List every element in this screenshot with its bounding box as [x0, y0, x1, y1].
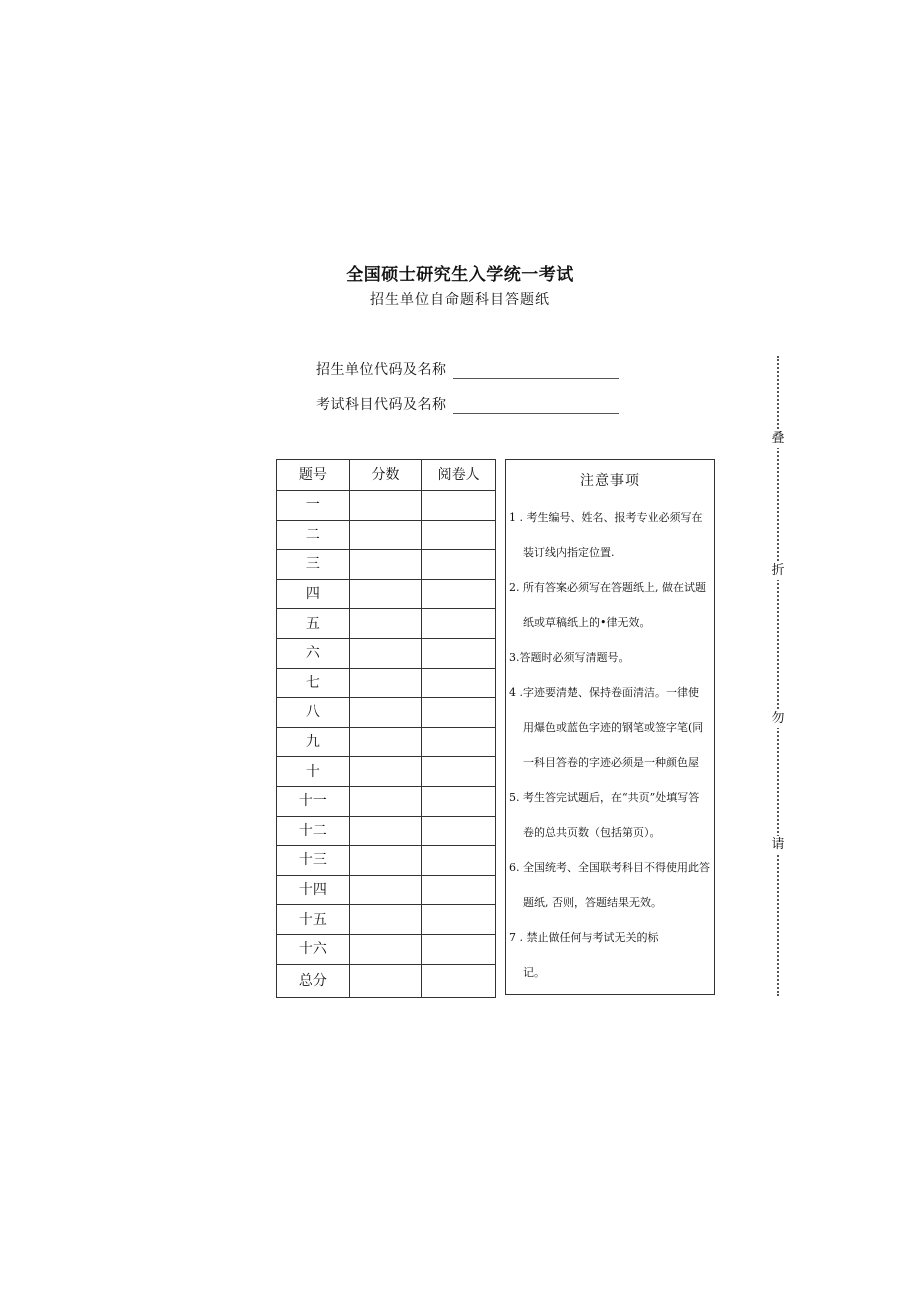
fold-mark: 叠 — [769, 430, 787, 448]
score-row — [277, 579, 496, 609]
score-table-header — [277, 460, 496, 491]
note-line: 2. 所有答案必须写在答题纸上, 做在试题 — [509, 581, 706, 594]
total-grader-cell[interactable] — [422, 964, 496, 997]
score-row — [277, 698, 496, 728]
unit-code-blank[interactable] — [453, 364, 619, 379]
grader-cell[interactable] — [422, 757, 496, 787]
score-row — [277, 905, 496, 935]
note-item — [506, 500, 714, 570]
header-grader: 阅卷人 — [422, 460, 496, 491]
grader-cell[interactable] — [422, 905, 496, 935]
score-cell[interactable] — [349, 786, 422, 816]
subject-code-field — [316, 394, 619, 414]
note-line: 记。 — [523, 966, 545, 979]
question-number-cell: 三 — [277, 550, 350, 580]
question-number-cell: 八 — [277, 698, 350, 728]
score-cell[interactable] — [349, 727, 422, 757]
score-cell[interactable] — [349, 668, 422, 698]
subject-code-label: 考试科目代码及名称 — [316, 397, 447, 413]
grader-cell[interactable] — [422, 550, 496, 580]
notes-box — [505, 459, 715, 995]
score-table — [276, 459, 496, 998]
note-line: 5. 考生答完试题后，在“共页”处填写答 — [509, 791, 700, 804]
score-row — [277, 638, 496, 668]
note-line: 3.答题时必须写清题号。 — [509, 651, 630, 664]
fold-mark: 勿 — [769, 710, 787, 728]
score-table-body — [277, 491, 496, 998]
grader-cell[interactable] — [422, 609, 496, 639]
fold-mark: 折 — [769, 562, 787, 580]
score-row — [277, 816, 496, 846]
score-row — [277, 934, 496, 964]
answer-sheet-subtitle: 招生单位自命题科目答题纸 — [370, 292, 550, 308]
question-number-cell: 十一 — [277, 786, 350, 816]
note-line: 装订线内指定位置. — [523, 546, 615, 559]
score-row — [277, 727, 496, 757]
question-number-cell: 七 — [277, 668, 350, 698]
note-line: 6. 全国统考、全国联考科目不得使用此答 — [509, 861, 710, 874]
score-row — [277, 668, 496, 698]
question-number-cell: 十六 — [277, 934, 350, 964]
total-score-cell[interactable] — [349, 964, 422, 997]
header-score: 分数 — [349, 460, 422, 491]
note-line: 一科目答卷的字迹必须是一种颜色屋 — [523, 756, 699, 769]
score-row — [277, 520, 496, 550]
note-line: 1 . 考生编号、姓名、报考专业必须写在 — [509, 511, 703, 524]
note-line: 卷的总共页数（包括第页）。 — [523, 826, 661, 839]
notes-title: 注意事项 — [580, 473, 640, 489]
subject-code-blank[interactable] — [453, 399, 619, 414]
question-number-cell: 六 — [277, 638, 350, 668]
grader-cell[interactable] — [422, 786, 496, 816]
note-item — [506, 850, 714, 920]
question-number-cell: 二 — [277, 520, 350, 550]
score-cell[interactable] — [349, 846, 422, 876]
grader-cell[interactable] — [422, 668, 496, 698]
fold-dotted-line — [777, 356, 779, 996]
score-cell[interactable] — [349, 491, 422, 521]
question-number-cell: 四 — [277, 579, 350, 609]
score-cell[interactable] — [349, 638, 422, 668]
score-cell[interactable] — [349, 520, 422, 550]
exam-title: 全国硕士研究生入学统一考试 — [346, 265, 574, 285]
note-line: 题纸, 否则，答题结果无效。 — [523, 896, 662, 909]
score-cell[interactable] — [349, 550, 422, 580]
grader-cell[interactable] — [422, 816, 496, 846]
question-number-cell: 十 — [277, 757, 350, 787]
question-number-cell: 十四 — [277, 875, 350, 905]
question-number-cell: 五 — [277, 609, 350, 639]
score-row — [277, 757, 496, 787]
score-cell[interactable] — [349, 757, 422, 787]
fold-mark: 请 — [769, 836, 787, 854]
score-cell[interactable] — [349, 579, 422, 609]
note-item — [506, 920, 714, 990]
grader-cell[interactable] — [422, 846, 496, 876]
total-row — [277, 964, 496, 997]
grader-cell[interactable] — [422, 579, 496, 609]
question-number-cell: 一 — [277, 491, 350, 521]
note-item — [506, 675, 714, 780]
score-row — [277, 491, 496, 521]
question-number-cell: 十二 — [277, 816, 350, 846]
score-cell[interactable] — [349, 816, 422, 846]
total-label-cell: 总分 — [277, 964, 350, 997]
score-row — [277, 875, 496, 905]
score-row — [277, 550, 496, 580]
unit-code-label: 招生单位代码及名称 — [316, 362, 447, 378]
note-line: 7 . 禁止做任何与考试无关的标 — [509, 931, 659, 944]
grader-cell[interactable] — [422, 934, 496, 964]
question-number-cell: 十三 — [277, 846, 350, 876]
note-item — [506, 640, 714, 675]
grader-cell[interactable] — [422, 520, 496, 550]
question-number-cell: 九 — [277, 727, 350, 757]
note-item — [506, 570, 714, 640]
note-item — [506, 780, 714, 850]
question-number-cell: 十五 — [277, 905, 350, 935]
notes-list — [506, 500, 714, 990]
score-cell[interactable] — [349, 609, 422, 639]
grader-cell[interactable] — [422, 698, 496, 728]
score-cell[interactable] — [349, 905, 422, 935]
note-line: 纸或草稿纸上的•律无效。 — [523, 616, 651, 629]
unit-code-field — [316, 359, 619, 379]
grader-cell[interactable] — [422, 491, 496, 521]
score-row — [277, 846, 496, 876]
note-line: 4 .字迹要清楚、保持卷面清洁。一律使 — [509, 686, 699, 699]
grader-cell[interactable] — [422, 727, 496, 757]
grader-cell[interactable] — [422, 638, 496, 668]
score-cell[interactable] — [349, 875, 422, 905]
header-question-number: 题号 — [277, 460, 350, 491]
score-cell[interactable] — [349, 934, 422, 964]
score-row — [277, 786, 496, 816]
note-line: 用爆色或蓝色字迹的钢笔或签字笔(同 — [523, 721, 704, 734]
grader-cell[interactable] — [422, 875, 496, 905]
score-cell[interactable] — [349, 698, 422, 728]
score-row — [277, 609, 496, 639]
